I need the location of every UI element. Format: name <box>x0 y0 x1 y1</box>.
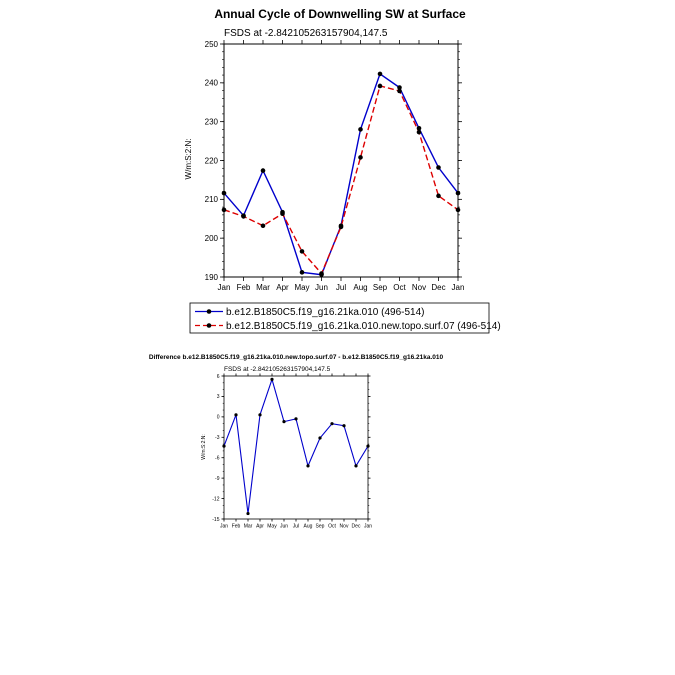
data-point-s1-2 <box>246 512 249 515</box>
data-point-s1-5 <box>282 420 285 423</box>
x-tick-label: Feb <box>231 523 241 530</box>
chart-subtitle: FSDS at -2.842105263157904,147.5 <box>224 366 331 373</box>
chart-title: Annual Cycle of Downwelling SW at Surface <box>214 7 466 21</box>
data-point-s2-8 <box>378 84 383 89</box>
x-tick-label: Oct <box>393 283 406 292</box>
y-tick-label: 6 <box>216 373 220 380</box>
y-tick-label: 200 <box>204 233 218 243</box>
x-tick-label: Jan <box>451 283 465 292</box>
y-tick-label: 3 <box>216 394 220 401</box>
data-point-s1-4 <box>270 378 273 381</box>
x-tick-label: Oct <box>328 523 336 530</box>
x-tick-label: Jan <box>363 523 373 530</box>
data-point-s2-4 <box>300 249 305 254</box>
data-point-s1-6 <box>294 417 297 420</box>
x-tick-label: Jun <box>279 523 289 530</box>
data-point-s1-0 <box>222 445 225 448</box>
x-tick-label: Jan <box>217 283 231 292</box>
data-point-s1-4 <box>300 270 305 275</box>
series-line-1 <box>224 74 458 275</box>
legend-marker-1 <box>207 309 212 314</box>
x-tick-label: Feb <box>236 283 251 292</box>
data-point-s1-12 <box>456 191 461 196</box>
y-tick-label: -15 <box>212 516 220 523</box>
series-layer <box>222 72 461 277</box>
y-axis-label: W/m:S:2:N: <box>201 434 207 460</box>
y-tick-label: 210 <box>204 195 218 205</box>
axis-ticks <box>212 374 372 530</box>
data-point-s1-8 <box>378 72 383 77</box>
data-point-s1-7 <box>306 464 309 467</box>
data-point-s1-7 <box>358 127 363 132</box>
y-tick-label: -6 <box>215 455 220 462</box>
data-point-s1-1 <box>234 413 237 416</box>
data-point-s1-10 <box>342 424 345 427</box>
data-point-s2-11 <box>436 194 441 199</box>
x-tick-label: Mar <box>256 283 270 292</box>
y-tick-label: -3 <box>215 435 220 442</box>
data-point-s2-5 <box>319 271 324 276</box>
plot-frame <box>224 44 458 277</box>
x-tick-label: Jul <box>335 283 347 292</box>
x-tick-label: Jul <box>292 523 300 530</box>
x-tick-label: Nov <box>339 523 349 530</box>
x-tick-label: Apr <box>276 283 289 292</box>
x-tick-label: May <box>294 283 310 292</box>
data-point-s2-1 <box>241 214 246 219</box>
axis-ticks <box>205 40 465 292</box>
data-point-s2-10 <box>417 130 422 135</box>
data-point-s1-2 <box>261 168 266 173</box>
x-tick-label: Jan <box>219 523 229 530</box>
y-tick-label: 190 <box>204 272 218 282</box>
series-layer <box>222 378 369 515</box>
legend <box>190 303 501 333</box>
data-point-s1-3 <box>258 413 261 416</box>
x-tick-label: Mar <box>243 523 253 530</box>
data-point-s1-8 <box>318 436 321 439</box>
y-tick-label: 220 <box>204 156 218 166</box>
data-point-s2-9 <box>397 89 402 94</box>
data-point-s2-12 <box>456 208 461 213</box>
data-point-s1-12 <box>366 445 369 448</box>
x-tick-label: Jun <box>315 283 328 292</box>
data-point-s1-11 <box>436 165 441 170</box>
chart-title: Difference b.e12.B1850C5.f19_g16.21ka.010.new.topo.surf.07 - b.e12.B1850C5.f19_g16.21ka.010 <box>148 354 444 361</box>
x-tick-label: Aug <box>353 283 368 292</box>
y-tick-label: 240 <box>204 78 218 88</box>
x-tick-label: Sep <box>372 283 388 292</box>
legend-entry-1: b.e12.B1850C5.f19_g16.21ka.010 (496-514) <box>226 307 425 318</box>
data-point-s1-9 <box>330 422 333 425</box>
x-tick-label: Apr <box>256 523 264 530</box>
x-tick-label: Dec <box>431 283 446 292</box>
x-tick-label: Dec <box>351 523 361 530</box>
data-point-s2-0 <box>222 208 227 213</box>
y-axis-label: W/m:S:2:N: <box>184 138 193 180</box>
data-point-s2-2 <box>261 223 266 228</box>
legend-entry-2: b.e12.B1850C5.f19_g16.21ka.010.new.topo.surf.07 (496-514) <box>226 321 501 332</box>
difference-chart <box>149 354 444 530</box>
y-tick-label: 250 <box>204 39 218 49</box>
data-point-s1-11 <box>354 464 357 467</box>
y-tick-label: 230 <box>204 117 218 127</box>
series-line-1 <box>224 379 368 513</box>
legend-marker-2 <box>207 323 212 328</box>
data-point-s2-7 <box>358 155 363 160</box>
x-tick-label: Sep <box>315 523 325 530</box>
y-tick-label: 0 <box>216 414 220 421</box>
chart-subtitle: FSDS at -2.842105263157904,147.5 <box>224 28 388 39</box>
data-point-s2-6 <box>339 225 344 230</box>
y-tick-label: -9 <box>215 475 220 482</box>
annual-cycle-chart <box>184 7 466 292</box>
x-tick-label: May <box>267 523 277 530</box>
y-tick-label: -12 <box>212 496 220 503</box>
x-tick-label: Nov <box>411 283 427 292</box>
data-point-s2-3 <box>280 211 285 216</box>
data-point-s1-0 <box>222 191 227 196</box>
x-tick-label: Aug <box>303 523 313 530</box>
